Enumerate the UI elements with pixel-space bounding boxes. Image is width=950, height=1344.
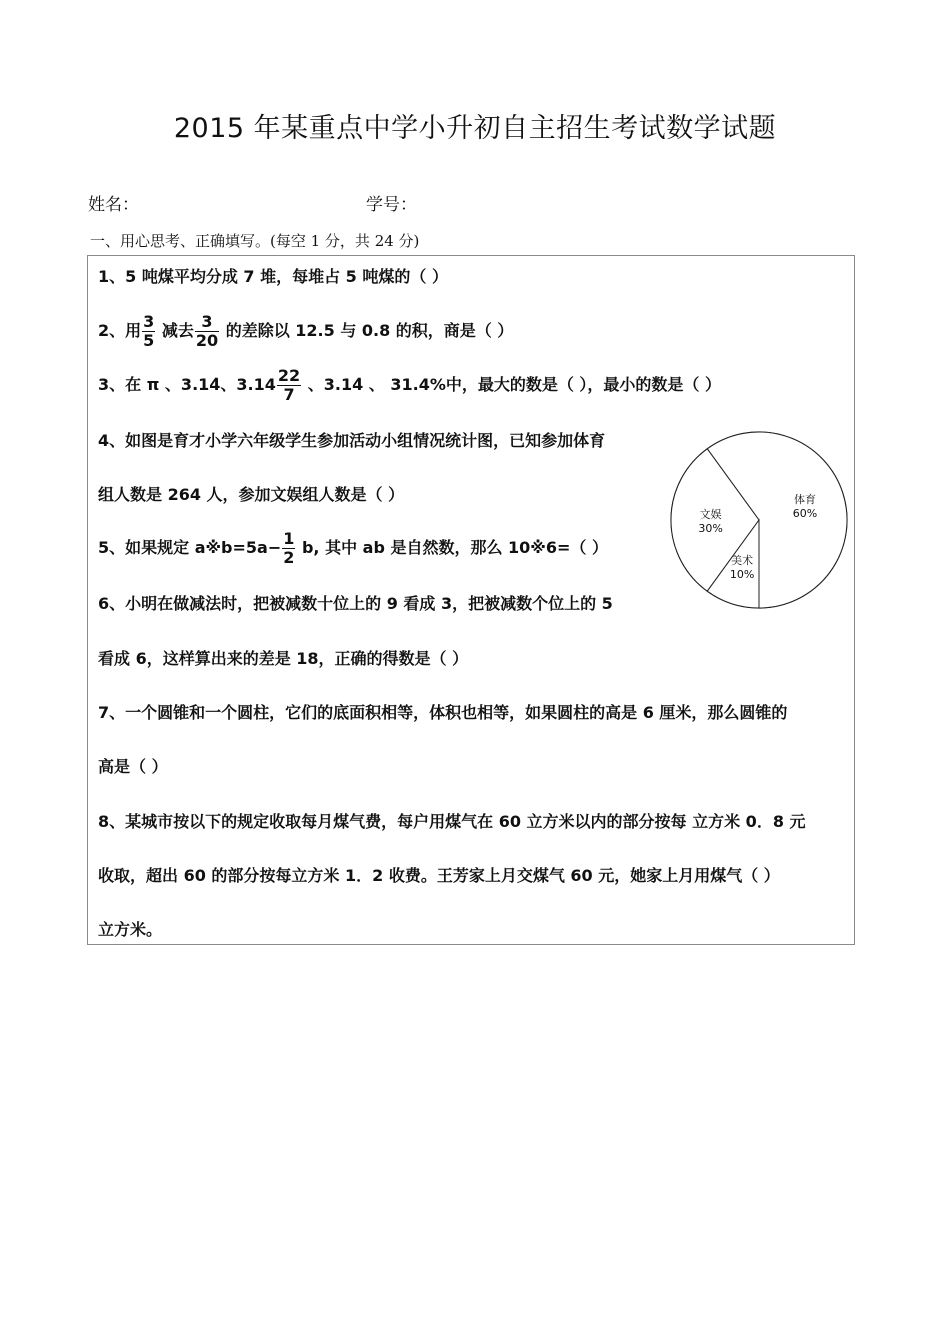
question-7-line-2: 高是（ ）	[98, 757, 168, 776]
student-id-label: 学号：	[366, 195, 417, 215]
question-5	[98, 530, 608, 567]
section-heading: 一、用心思考、正确填写。(每空 1 分，共 24 分)	[90, 232, 420, 250]
pie-category-label: 美术	[731, 553, 754, 567]
q2-mid: 减去	[156, 321, 194, 340]
question-8-line-3: 立方米。	[98, 920, 163, 939]
q5-fraction: $\frac{1}{2}$	[283, 529, 295, 567]
question-3	[98, 367, 721, 404]
q3-suffix: 、3.14̇ 、 31.4%中，最大的数是（ ），最小的数是（ ）	[302, 375, 721, 394]
question-7-line-1: 7、一个圆锥和一个圆柱，它们的底面积相等，体积也相等，如果圆柱的高是 6 厘米，那么圆锥的	[98, 703, 788, 722]
pie-percent-label: 10%	[729, 567, 755, 581]
q2-fraction-1: $\frac{3}{5}$	[143, 312, 155, 350]
q2-fraction-2: $\frac{3}{20}$	[195, 312, 219, 350]
pie-percent-label: 30%	[698, 522, 723, 535]
question-2	[98, 313, 513, 350]
pie-category-label: 体育	[794, 493, 817, 507]
q2-suffix: 的差除以 12.5 与 0.8 的积，商是（ ）	[220, 321, 514, 340]
name-label: 姓名：	[88, 195, 139, 215]
exam-title: 2015 年某重点中学小升初自主招生考试数学试题	[173, 113, 777, 144]
activity-pie-chart	[664, 425, 854, 615]
question-6-line-2: 看成 6，这样算出来的差是 18，正确的得数是（ ）	[98, 649, 469, 668]
question-6-line-1: 6、小明在做减法时，把被减数十位上的 9 看成 3，把被减数个位上的 5	[98, 594, 613, 613]
q5-suffix: b, 其中 ab 是自然数，那么 10※6=（ ）	[296, 538, 608, 557]
pie-slices	[671, 432, 847, 608]
pie-percent-label: 60%	[792, 507, 818, 521]
question-4-line-1: 4、如图是育才小学六年级学生参加活动小组情况统计图，已知参加体育	[98, 431, 606, 450]
q3-fraction: $\frac{22}{7}$	[277, 366, 301, 404]
q3-prefix: 3、在 π 、3.14̇、3.14	[98, 375, 276, 394]
question-8-line-1: 8、某城市按以下的规定收取每月煤气费，每户用煤气在 60 立方米以内的部分按每 立方米 0．8 元	[98, 812, 806, 831]
question-8-line-2: 收取，超出 60 的部分按每立方米 1．2 收费。王芳家上月交煤气 60 元，她家上月用煤气（ ）	[98, 866, 780, 885]
question-4-line-2: 组人数是 264 人，参加文娱组人数是（ ）	[98, 485, 405, 504]
pie-category-label: 文娱	[699, 508, 722, 521]
q5-prefix: 5、如果规定 a※b=5a−	[98, 538, 282, 557]
q2-prefix: 2、用	[98, 321, 142, 340]
question-1: 1、5 吨煤平均分成 7 堆，每堆占 5 吨煤的（ ）	[98, 267, 448, 286]
